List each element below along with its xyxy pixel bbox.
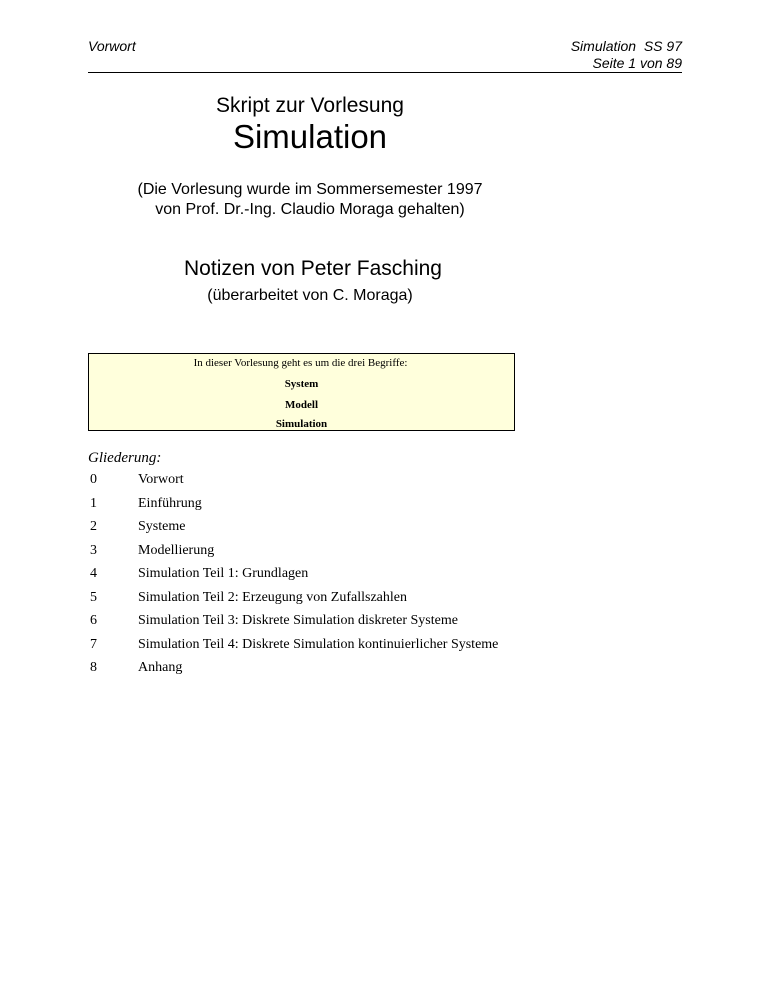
header-divider	[88, 72, 682, 73]
table-of-contents	[88, 472, 568, 684]
toc-item	[88, 496, 568, 520]
toc-label: Simulation Teil 2: Erzeugung von Zufallszahlen	[138, 589, 407, 605]
key-term-model: Modell	[285, 399, 318, 411]
toc-number: 7	[90, 636, 97, 652]
toc-label: Simulation Teil 1: Grundlagen	[138, 566, 309, 581]
header-page-number: Seite 1 von 89	[592, 55, 682, 71]
toc-label: Anhang	[138, 660, 183, 675]
toc-item	[88, 543, 568, 567]
toc-number: 2	[90, 519, 97, 534]
toc-number: 1	[90, 495, 97, 511]
toc-number: 0	[90, 472, 97, 487]
revised-by: (überarbeitet von C. Moraga)	[207, 287, 413, 304]
key-term-simulation: Simulation	[275, 418, 328, 430]
toc-label: Simulation Teil 3: Diskrete Simulation diskreter Systeme	[138, 613, 458, 628]
toc-number: 3	[90, 542, 97, 558]
toc-number: 4	[90, 566, 97, 581]
document-subtitle: Skript zur Vorlesung	[216, 94, 404, 117]
toc-label: Modellierung	[138, 542, 215, 558]
toc-item	[88, 519, 568, 543]
header-section-title: Vorwort	[88, 38, 136, 54]
header-course: Simulation SS 97	[570, 38, 682, 54]
toc-number: 6	[90, 613, 97, 628]
toc-number: 5	[90, 589, 97, 605]
document-title: Simulation	[232, 118, 388, 155]
toc-label: Systeme	[138, 519, 186, 534]
key-terms-intro: In dieser Vorlesung geht es um die drei Begriffe:	[193, 357, 408, 369]
toc-item	[88, 613, 568, 637]
key-terms-box	[88, 353, 515, 431]
toc-item	[88, 660, 568, 684]
header-page-info	[571, 38, 682, 72]
lecture-note-line-1: (Die Vorlesung wurde im Sommersemester 1997	[137, 181, 483, 198]
toc-item	[88, 472, 568, 496]
toc-item	[88, 637, 568, 661]
outline-heading: Gliederung:	[88, 450, 162, 466]
lecture-note-line-2: von Prof. Dr.-Ing. Claudio Moraga gehalten)	[155, 201, 465, 218]
toc-number: 8	[90, 660, 97, 675]
toc-label: Vorwort	[138, 472, 184, 487]
toc-item	[88, 590, 568, 614]
toc-label: Simulation Teil 4: Diskrete Simulation kontinuierlicher Systeme	[138, 636, 499, 652]
notes-author: Notizen von Peter Fasching	[184, 257, 442, 280]
toc-item	[88, 566, 568, 590]
lecture-note	[0, 180, 768, 220]
toc-label: Einführung	[138, 495, 202, 511]
key-term-system: System	[284, 378, 319, 390]
